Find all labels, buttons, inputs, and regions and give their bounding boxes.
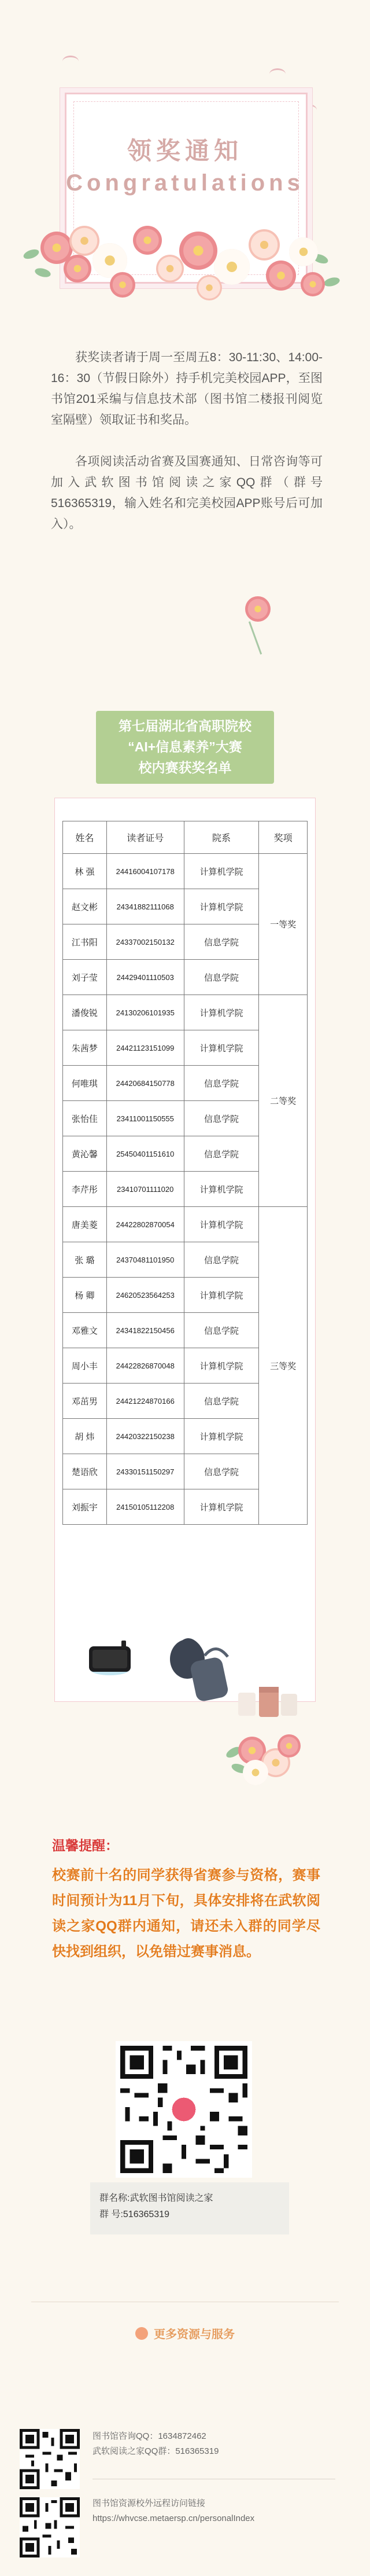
reader-card-cell: 24150105112208: [106, 1489, 184, 1525]
reader-card-cell: 24370481101950: [106, 1242, 184, 1278]
reader-card-cell: 23410701111020: [106, 1172, 184, 1207]
winner-name-cell: 楚语欣: [63, 1454, 107, 1489]
winner-name-cell: 刘子莹: [63, 960, 107, 995]
intro-paragraph-2: 各项阅读活动省赛及国赛通知、日常咨询等可加入武软图书馆阅读之家QQ群（群号516365319，输入姓名和完美校园APP账号后可加入）。: [51, 455, 323, 531]
flower-icon: [245, 596, 271, 622]
college-cell: 计算机学院: [184, 1489, 259, 1525]
college-cell: 计算机学院: [184, 1278, 259, 1313]
qq-group-name: 群名称:武软图书馆阅读之家: [99, 2193, 213, 2203]
list-title-line-2: “AI+信息素养”大赛: [128, 739, 242, 754]
college-cell: 计算机学院: [184, 1207, 259, 1242]
college-cell: 信息学院: [184, 1454, 259, 1489]
header-card: 读者证号: [106, 821, 184, 854]
footer-remote-url[interactable]: https://whvcse.metaersp.cn/personalIndex: [92, 2513, 255, 2523]
flower-decoration: [220, 1725, 312, 1789]
reader-card-cell: 24341822150456: [106, 1313, 184, 1348]
qq-group-qr-code[interactable]: [116, 2041, 252, 2178]
intro-paragraph-1: 获奖读者请于周一至周五8：30-11:30、14:00-16：30（节假日除外）持手机完美校园APP，至图书馆201采编与信息技术部（图书馆二楼报刊阅览室隔壁）领取证书和奖品。: [51, 351, 323, 427]
page-title: 领奖通知: [127, 137, 243, 164]
reader-card-cell: 24421224870166: [106, 1384, 184, 1419]
bell-icon: [135, 2327, 148, 2340]
table-row: [63, 1207, 308, 1242]
college-cell: 信息学院: [184, 1136, 259, 1172]
list-title-line-3: 校内赛获奖名单: [138, 760, 232, 775]
flower-cluster: [23, 208, 347, 313]
header-name: 姓名: [63, 821, 107, 854]
award-cell: 一等奖: [259, 854, 308, 995]
flower-stem: [249, 621, 262, 654]
header-college: 院系: [184, 821, 259, 854]
college-cell: 计算机学院: [184, 1419, 259, 1454]
college-cell: 计算机学院: [184, 1348, 259, 1384]
header-award: 奖项: [259, 821, 308, 854]
bird-icon: [269, 68, 286, 80]
reader-card-cell: 24420322150238: [106, 1419, 184, 1454]
award-cell: 二等奖: [259, 995, 308, 1207]
reader-card-cell: 24341882111068: [106, 889, 184, 924]
award-cell: 三等奖: [259, 1207, 308, 1525]
winner-name-cell: 邓雅文: [63, 1313, 107, 1348]
college-cell: 信息学院: [184, 960, 259, 995]
winner-name-cell: 邓茁男: [63, 1384, 107, 1419]
table-row: [63, 854, 308, 889]
winner-name-cell: 刘振宇: [63, 1489, 107, 1525]
reader-card-cell: 24421123151099: [106, 1030, 184, 1066]
footer-remote-label: 图书馆资源校外远程访问链接: [92, 2498, 206, 2508]
winner-name-cell: 江书阳: [63, 924, 107, 960]
footer-remote-access: [92, 2496, 335, 2526]
winner-name-cell: 赵文彬: [63, 889, 107, 924]
library-qq-qr-code[interactable]: [20, 2429, 80, 2489]
more-resources-link[interactable]: [0, 2325, 370, 2342]
remote-access-qr-code[interactable]: [20, 2497, 80, 2557]
speaker-image: [81, 1635, 139, 1689]
winner-name-cell: 杨 卿: [63, 1278, 107, 1313]
college-cell: 计算机学院: [184, 854, 259, 889]
footer-group-qq: 武软阅读之家QQ群：516365319: [92, 2446, 219, 2456]
qr-caption: [90, 2182, 289, 2234]
bags-image: [164, 1630, 239, 1711]
mugs-image: [234, 1681, 301, 1720]
reader-card-cell: 24130206101935: [106, 995, 184, 1030]
reader-card-cell: 24422826870048: [106, 1348, 184, 1384]
page-subtitle: Congratulations: [66, 170, 304, 196]
winner-name-cell: 周小丰: [63, 1348, 107, 1384]
more-resources-label: 更多资源与服务: [154, 2328, 235, 2341]
footer-contact: [92, 2429, 219, 2459]
college-cell: 信息学院: [184, 1101, 259, 1136]
college-cell: 计算机学院: [184, 889, 259, 924]
table-row: [63, 995, 308, 1030]
winner-name-cell: 胡 炜: [63, 1419, 107, 1454]
footer-library-qq: 图书馆咨询QQ：1634872462: [92, 2431, 206, 2441]
college-cell: 计算机学院: [184, 995, 259, 1030]
winner-name-cell: 李芹彤: [63, 1172, 107, 1207]
winner-name-cell: 何唯琪: [63, 1066, 107, 1101]
bird-icon: [62, 56, 79, 67]
reader-card-cell: 24337002150132: [106, 924, 184, 960]
reminder-text: 校赛前十名的同学获得省赛参与资格，赛事时间预计为11月下旬，具体安排将在武软阅读之家QQ群内通知，请还未入群的同学尽快找到组织，以免错过赛事消息。: [52, 1867, 320, 1959]
winners-table: [62, 821, 308, 1525]
reminder-title: 温馨提醒：: [52, 1838, 119, 1853]
reader-card-cell: 24420684150778: [106, 1066, 184, 1101]
college-cell: 信息学院: [184, 924, 259, 960]
winner-name-cell: 唐美菱: [63, 1207, 107, 1242]
winner-name-cell: 朱茜梦: [63, 1030, 107, 1066]
reader-card-cell: 24330151150297: [106, 1454, 184, 1489]
winner-name-cell: 张 璐: [63, 1242, 107, 1278]
winner-name-cell: 林 强: [63, 854, 107, 889]
reader-card-cell: 24620523564253: [106, 1278, 184, 1313]
winner-name-cell: 潘俊锐: [63, 995, 107, 1030]
reader-card-cell: 24416004107178: [106, 854, 184, 889]
college-cell: 信息学院: [184, 1242, 259, 1278]
qq-group-number: 群 号:516365319: [99, 2210, 169, 2219]
reader-card-cell: 24429401110503: [106, 960, 184, 995]
list-title-line-1: 第七届湖北省高职院校: [119, 718, 251, 733]
college-cell: 信息学院: [184, 1313, 259, 1348]
table-header-row: [63, 821, 308, 854]
college-cell: 信息学院: [184, 1384, 259, 1419]
reader-card-cell: 24422802870054: [106, 1207, 184, 1242]
winner-name-cell: 黄沁馨: [63, 1136, 107, 1172]
college-cell: 计算机学院: [184, 1030, 259, 1066]
winner-list-title: [96, 711, 274, 784]
reader-card-cell: 23411001150555: [106, 1101, 184, 1136]
college-cell: 信息学院: [184, 1066, 259, 1101]
college-cell: 计算机学院: [184, 1172, 259, 1207]
winner-name-cell: 张怡佳: [63, 1101, 107, 1136]
reader-card-cell: 25450401151610: [106, 1136, 184, 1172]
